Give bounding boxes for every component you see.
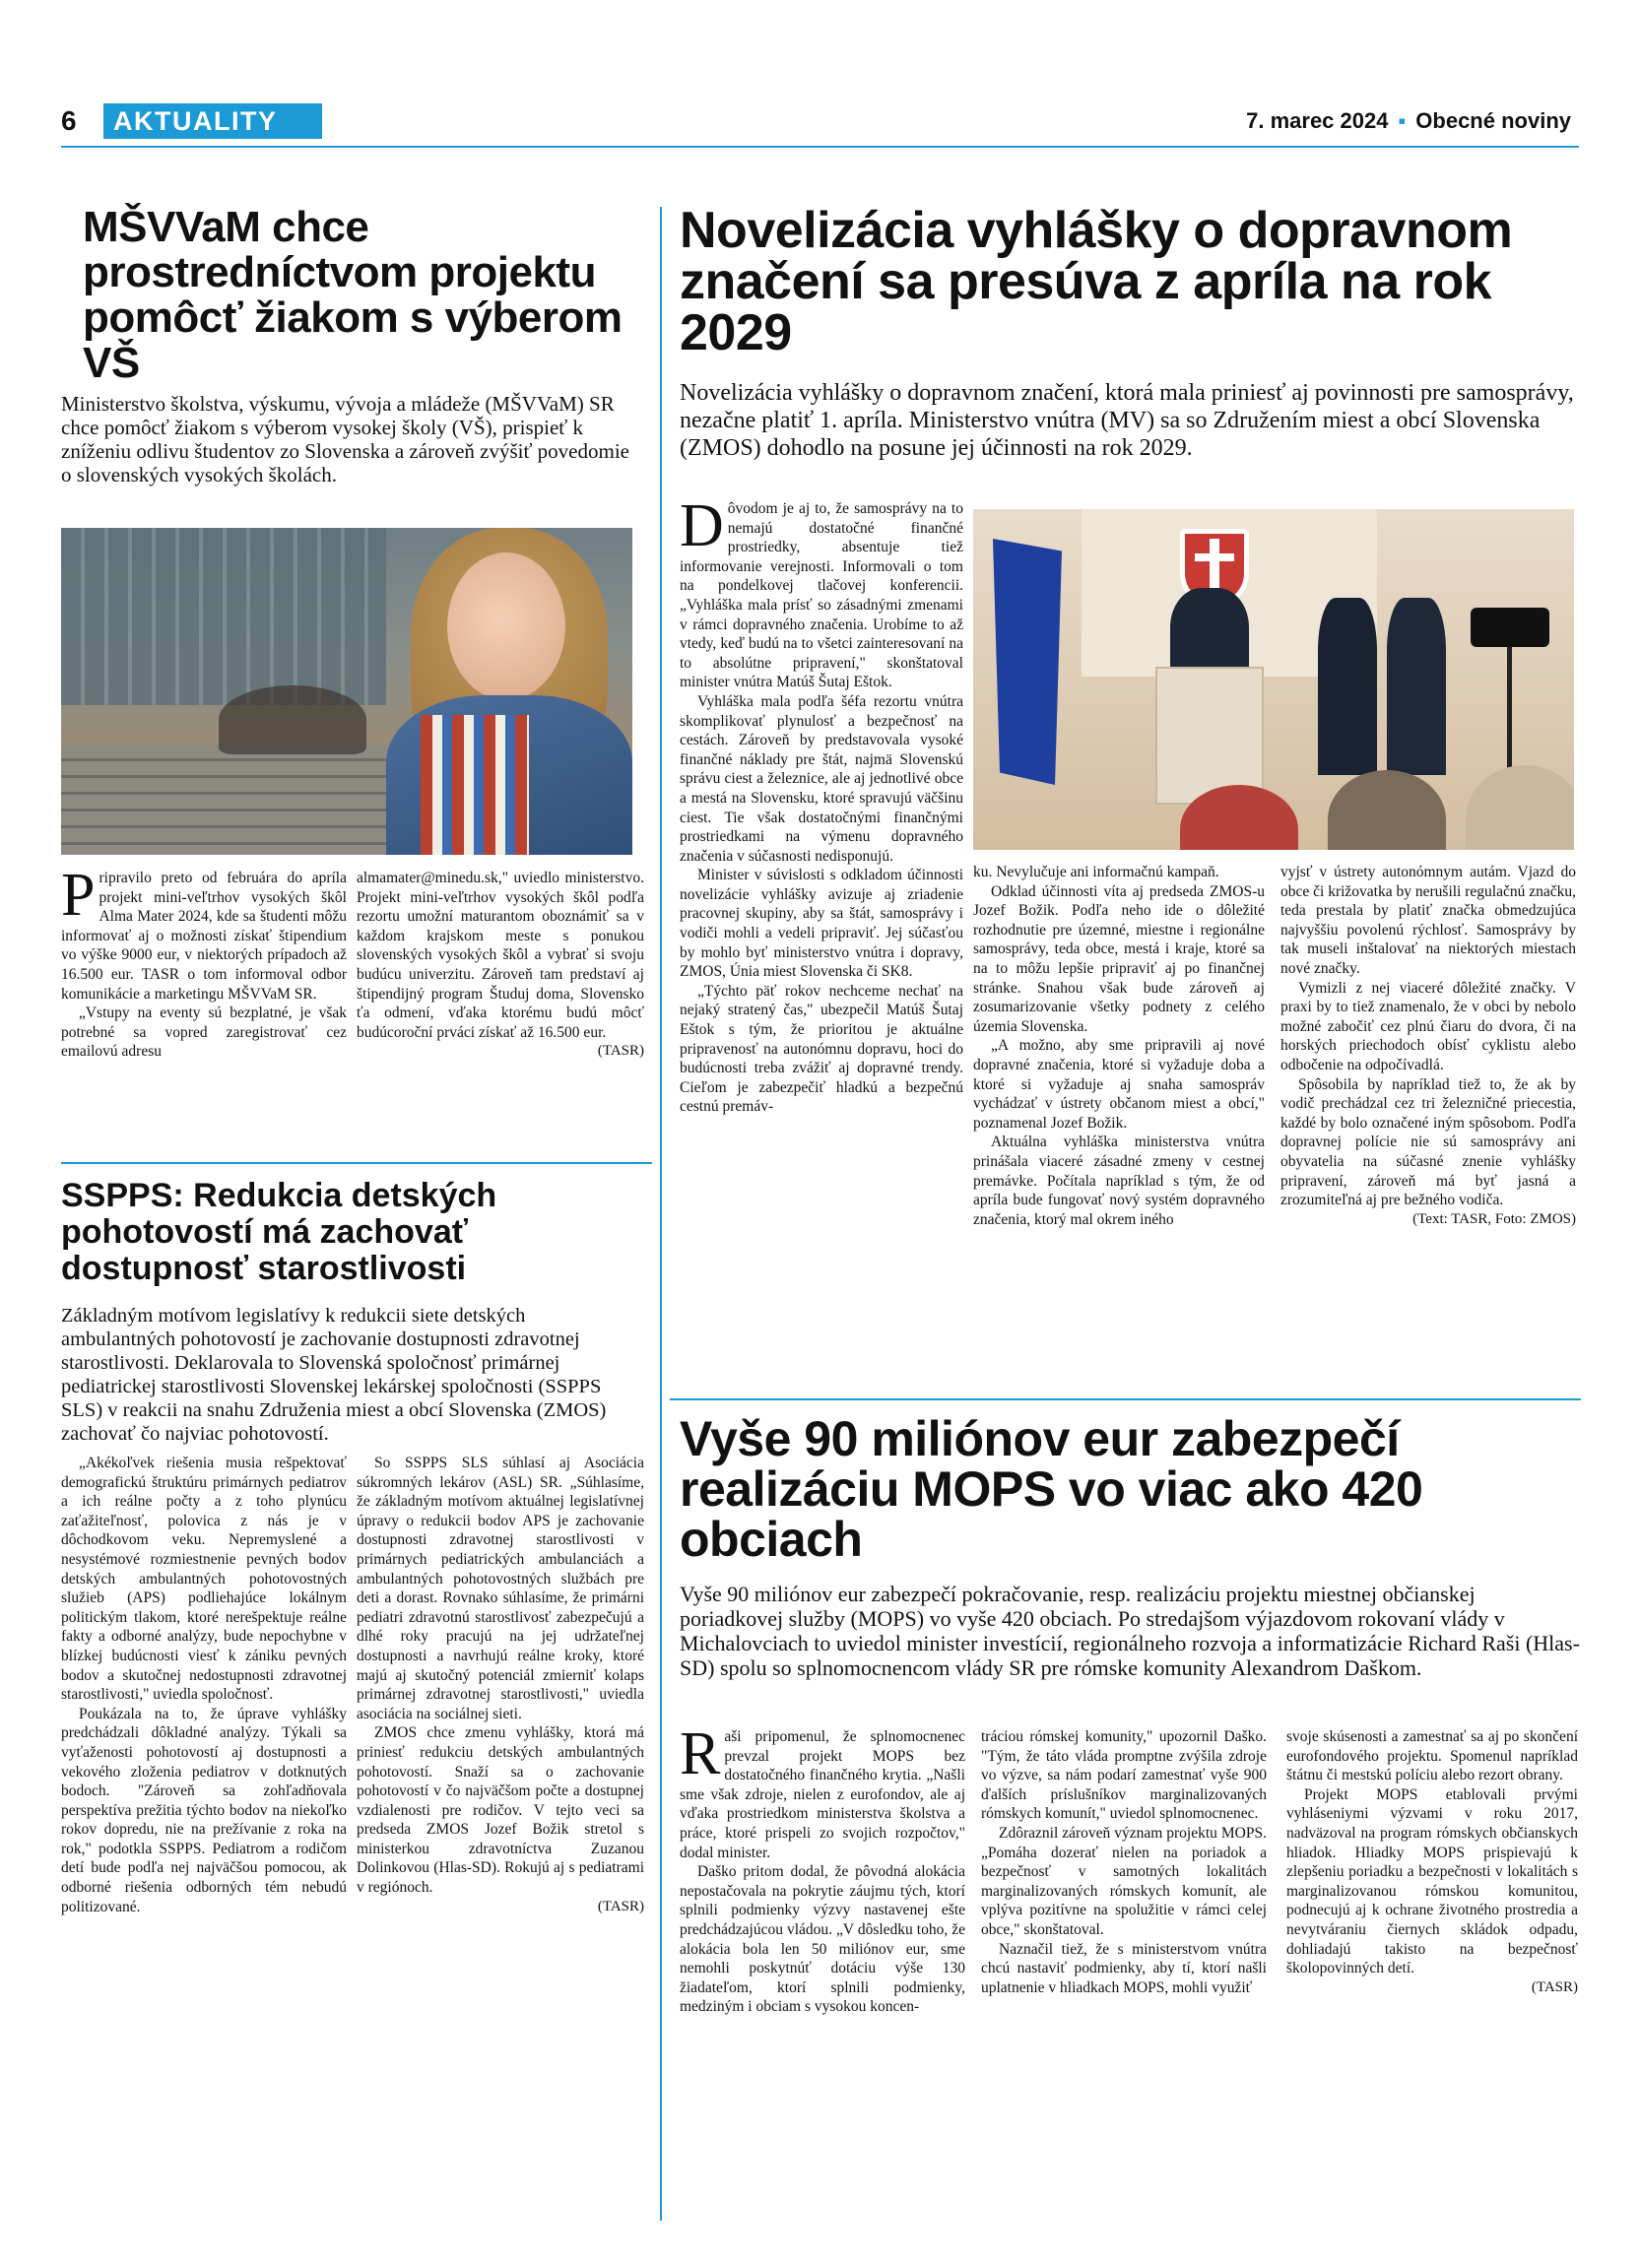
header-divider [61,146,1579,148]
page-number: 6 [61,105,77,136]
article-column: vyjsť v ústrety autonómnym autám. Vjazd do obce či križovatka by nerušili regulačnú značku, teda prestala by platiť značka obmedzujúca najvyššiu povolenú rýchlosť. Samosprávy by tak museli inštalovať na niektorých miestach nové značky. Vymizli z nej viaceré dôležité značky. V praxi by to tiež znamenalo, že v obci by nebolo možné zabočiť cez plnú čiaru do dvora, či na horských priechodoch obísť cyklistu alebo odbočenie na odpočívadlá. Spôsobila by napríklad tiež to, že ak by vodič prechádzal cez tri železničné priecestia, každé by bolo označené iným spôsobom. Podľa dopravnej polície nie sú samosprávy ani obyvatelia na súčasné znenie vyhlášky pripravení, zároveň má byť jasná a zrozumiteľná aj pre bežného vodiča. (Text: TASR, Foto: ZMOS) [1280,863,1576,1229]
article-column: svoje skúsenosti a zamestnať sa aj po skončení eurofondového projektu. Spomenul napríklad štátnu či mestskú políciu alebo rezort obrany. Projekt MOPS etablovali prvými vyhláseniymi výzvami v roku 2017, nadväzoval na program rómskych občianskych hliadok. Hliadky MOPS prispievajú k zlepšeniu poriadku a bezpečnosti v lokalitách s marginalizovanou rómskou komunitou, podnecujú aj k ochrane životného prostredia a nevytváraniu čiernych skládok odpadu, dohliadajú takisto na bezpečnosť školopovinných detí. (TASR) [1286,1727,1578,1997]
headline: MŠVVaM chce prostredníctvom projektu pomôcť žiakom s výberom VŠ [83,203,623,387]
credit: (TASR) [1531,1978,1578,1995]
article-mops [680,1411,1581,1567]
article-sspps [61,1178,642,1287]
article-column: Dôvodom je aj to, že samosprávy na to nemajú dostatočné finančné prostriedky, absentuje tiež informovanie verejnosti. Informovali o tom na pondelkovej tlačovej konferencii. „Vyhláška mala prísť so zásadnými zmenami v rámci dopravného značenia. Urobíme to až vtedy, keď budú na to všetci zainteresovaní na to absolútne pripravení," skonštatoval minister vnútra Matúš Šutaj Eštok. Vyhláška mala podľa šéfa rezortu vnútra skomplikovať plynulosť a bezpečnosť na cestách. Zároveň by predstavovala vysoké finančné náklady pre štát, najmä Slovenskú správu ciest a železnice, ale aj jednotlivé obce a mestá na Slovensku, ktoré spravujú väčšinu ciest. Tie však dostatočnými finančnými prostriedkami na výmenu dopravného značenia v súčasnosti nedisponujú. Minister v súvislosti s odkladom účinnosti novelizácie vyhlášky avizuje aj zriadenie pracovnej skupiny, aby sa štát, samosprávy i vodiči mohli a vedeli pripraviť. Jej súčasťou by mohlo byť ministerstvo vnútra i dopravy, ZMOS, Únia miest Slovenska či SK8. „Týchto päť rokov nechceme nechať na nejaký stratený čas," ubezpečil Matúš Šutaj Eštok s tým, že prioritou je aktuálne pripravenosť na autonómnu dopravu, hoci do budúcnosti treba zvážiť aj dopravné trendy. Cieľom je zabezpečiť hladkú a bezpečnú cestnú premáv- [680,492,963,1116]
article-msvvam [83,205,644,386]
issue-date: 7. marec 2024 [1246,108,1389,133]
drop-cap: P [61,862,96,929]
student-photo [61,528,632,855]
credit: (TASR) [597,1043,644,1060]
headline: Novelizácia vyhlášky o dopravnom značení sa presúva z apríla na rok 2029 [680,202,1513,361]
credit: (Text: TASR, Foto: ZMOS) [1412,1210,1576,1227]
section-tag: AKTUALITY [103,103,322,139]
headline: SSPPS: Redukcia detských pohotovostí má zachovať dostupnosť starostlivosti [61,1177,497,1287]
article-lead: Novelizácia vyhlášky o dopravnom značení, ktorá mala priniesť aj povinnosti pre samosprávy, nezačne platiť 1. apríla. Ministerstvo vnútra (MV) sa so Združením miest a obcí Slovenska (ZMOS) dohodlo na posune jej účinnosti na rok 2029. [680,380,1574,461]
drop-cap: R [680,1720,721,1787]
drop-cap: D [680,492,724,559]
article-lead: Vyše 90 miliónov eur zabezpečí pokračovanie, resp. realizáciu projektu miestnej občianskej poriadkovej služby (MOPS) vo vyše 420 obciach. Po stredajšom výjazdovom rokovaní vlády v Michalovciach to uviedol minister investícií, regionálneho rozvoja a informatizácie Richard Raši (Hlas-SD) spolu so splnomocnencom vlády SR pre rómske komunity Alexandrom Daškom. [680,1582,1580,1680]
article-doprava [680,202,1586,361]
headline: Vyše 90 miliónov eur zabezpečí realizáciu MOPS vo viac ako 420 obciach [680,1411,1423,1567]
column-divider [660,207,662,2221]
article-column: So SSPPS SLS súhlasí aj Asociácia súkromných lekárov (ASL) SR. „Súhlasíme, že základným motívom aktuálnej legislatívnej úpravy o redukcii bodov APS je zachovanie dostupnosti zdravotnej starostlivosti v primárnych pediatrických ambulanciách a ambulantných pohotovostných službách pre deti a dorast. Rovnako súhlasíme, že primárni pediatri zdravotnú starostlivosť zabezpečujú a dlhé roky pracujú na jej udržateľnej dostupnosti a navrhujú reálne kroky, ktoré majú aj skutočný potenciál zmierniť kolaps primárnej zdravotnej starostlivosti," uviedla asociácia na sociálnej sieti. ZMOS chce zmenu vyhlášky, ktorá má priniesť redukciu detských ambulantných pohotovostí. Snaží sa o zachovanie pohotovostí v čo najväčšom počte a dostupnej vzdialenosti pre rodičov. V tejto veci sa predseda ZMOS Jozef Božik stretol s ministerkou zdravotníctva Zuzanou Dolinkovou (Hlas-SD). Rokujú aj s pediatrami v regiónoch. (TASR) [357,1454,644,1916]
article-divider [670,1398,1581,1400]
masthead-info [1246,108,1571,134]
article-lead: Základným motívom legislatívy k redukcii siete detských ambulantných pohotovostí je zachovanie dostupnosti zdravotnej starostlivosti. Deklarovala to Slovenská spoločnosť primárnej pediatrickej starostlivosti Slovenskej lekárskej spoločnosti (SSPPS SLS) v reakcii na snahu Združenia miest a obcí Slovenska (ZMOS) zachovať čo najviac pohotovostí. [61,1305,607,1445]
separator-icon: ▪ [1398,108,1407,133]
credit: (TASR) [597,1898,644,1914]
article-column: tráciou rómskej komunity," upozornil Daško. "Tým, že táto vláda promptne zvýšila zdroje vo výzve, sa nám podarí zamestnať vyše 900 ďalších príslušníkov marginalizovaných rómskych komunít," uviedol splnomocnenec. Zdôraznil zároveň význam projektu MOPS. „Pomáha dozerať nielen na poriadok a bezpečnosť v samotných lokalitách marginalizovaných rómskych komunít, ale vplýva pozitívne na spolužitie v rámci celej obce," skonštatoval. Naznačil tiež, že s ministerstvom vnútra chcú nastaviť podmienky, aby tí, ktorí našli uplatnenie v hliadkach MOPS, mohli využiť [981,1728,1267,1996]
article-divider [61,1162,652,1164]
publication-name: Obecné noviny [1415,108,1571,133]
article-lead: Ministerstvo školstva, výskumu, vývoja a mládeže (MŠVVaM) SR chce pomôcť žiakom s výberom vysokej školy (VŠ), prispieť k zníženiu odlivu študentov zo Slovenska a zároveň zvýšiť povedomie o slovenských vysokých školách. [61,392,629,486]
article-column: „Akékoľvek riešenia musia rešpektovať demografickú štruktúru primárnych pediatrov a ich reálne počty a z toho plynúcu zaťažiteľnosť, polovica z nás je v dôchodkovom veku. Nepremyslené a nesystémové rozmiestnenie pevných bodov detských ambulantných pohotovostných služieb (APS) podliehajúce lokálnym politickým tlakom, ktoré nerešpektuje reálne fakty a odborné analýzy, bude nepochybne v blízkej budúcnosti viesť k zániku pevných bodov a skutočnej nedostupnosti zdravotnej starostlivosti," uviedla spoločnosť. Poukázala na to, že úprave vyhlášky predchádzali dôkladné analýzy. Týkali sa vyťaženosti pohotovostí aj dostupnosti a vekového zloženia pediatrov v dotknutých bodoch. "Zároveň sa zohľadňovala perspektíva prežitia týchto bodov na niekoľko rokov dopredu, nie na prežívanie z roka na rok," podotkla SSPPS. Pediatrom a rodičom detí bude podľa nej najväčšou pomocou, ak odborné riešenia odborných tém nebudú politizované. [61,1455,347,1915]
article-column: Raši pripomenul, že splnomocnenec prevzal projekt MOPS bez dostatočného finančného krytia. „Našli sme však zdroje, nielen z eurofondov, ale aj vďaka prostriedkom ministerstva školstva a práce, ktoré prispeli zo svojich rozpočtov," dodal minister. Daško pritom dodal, že pôvodná alokácia nepostačovala na pokrytie záujmu tých, ktorí splnili podmienky výzvy nastavenej ešte predchádzajúcou vládou. „V dôsledku toho, že alokácia bola len 50 miliónov eur, sme nemohli poskytnúť dotáciu výše 130 žiadateľom, ktorí splnili podmienky, medziným i obciam s vysokou koncen- [680,1720,965,2016]
press-conference-photo [973,509,1574,850]
article-column: Pripravilo preto od februára do apríla projekt mini-veľtrhov vysokých škôl Alma Mater 2024, kde sa študenti môžu informovať aj o možnosti získať štipendium vo výške 9000 eur, v niektorých prípadoch až 16.500 eur. TASR o tom informoval odbor komunikácie a marketingu MŠVVaM SR. „Vstupy na eventy sú bezplatné, je však potrebné sa vopred zaregistrovať cez emailovú adresu [61,862,347,1061]
article-column: almamater@minedu.sk," uviedlo ministerstvo. Projekt mini-veľtrhov vysokých škôl podľa rezortu umožní maturantom oboznámiť sa v každom krajskom meste s ponukou slovenských vysokých škôl a vybrať si svoju budúcu univerzitu. Zároveň tam predstaví aj štipendijný program Študuj doma, Slovensko ťa odmení, vďaka ktorému budú môcť budúcoroční prváci získať až 16.500 eur. (TASR) [357,869,644,1062]
article-column: ku. Nevylučuje ani informačnú kampaň. Odklad účinnosti víta aj predseda ZMOS-u Jozef Božik. Podľa neho ide o dôležité rozhodnutie pre územné, miestne i regionálne samosprávy, teda obce, mestá i kraje, ktoré sa na to môžu lepšie pripraviť aj po finančnej stránke. Snahou však bude zároveň aj zosumarizovanie všetky podnety z celého územia Slovenska. „A možno, aby sme pripravili aj nové dopravné značenia, ktoré si vyžaduje doba a ktoré si vyžaduje aj snaha samospráv vychádzať v ústrety občanom miest a obcí," poznamenal Jozef Božik. Aktuálna vyhláška ministerstva vnútra prinášala viaceré zásadné zmeny v cestnej premávke. Počítala napríklad s tým, že od apríla bude fungovať nový systém dopravného značenia, ktorý mal okrem iného [973,864,1265,1228]
